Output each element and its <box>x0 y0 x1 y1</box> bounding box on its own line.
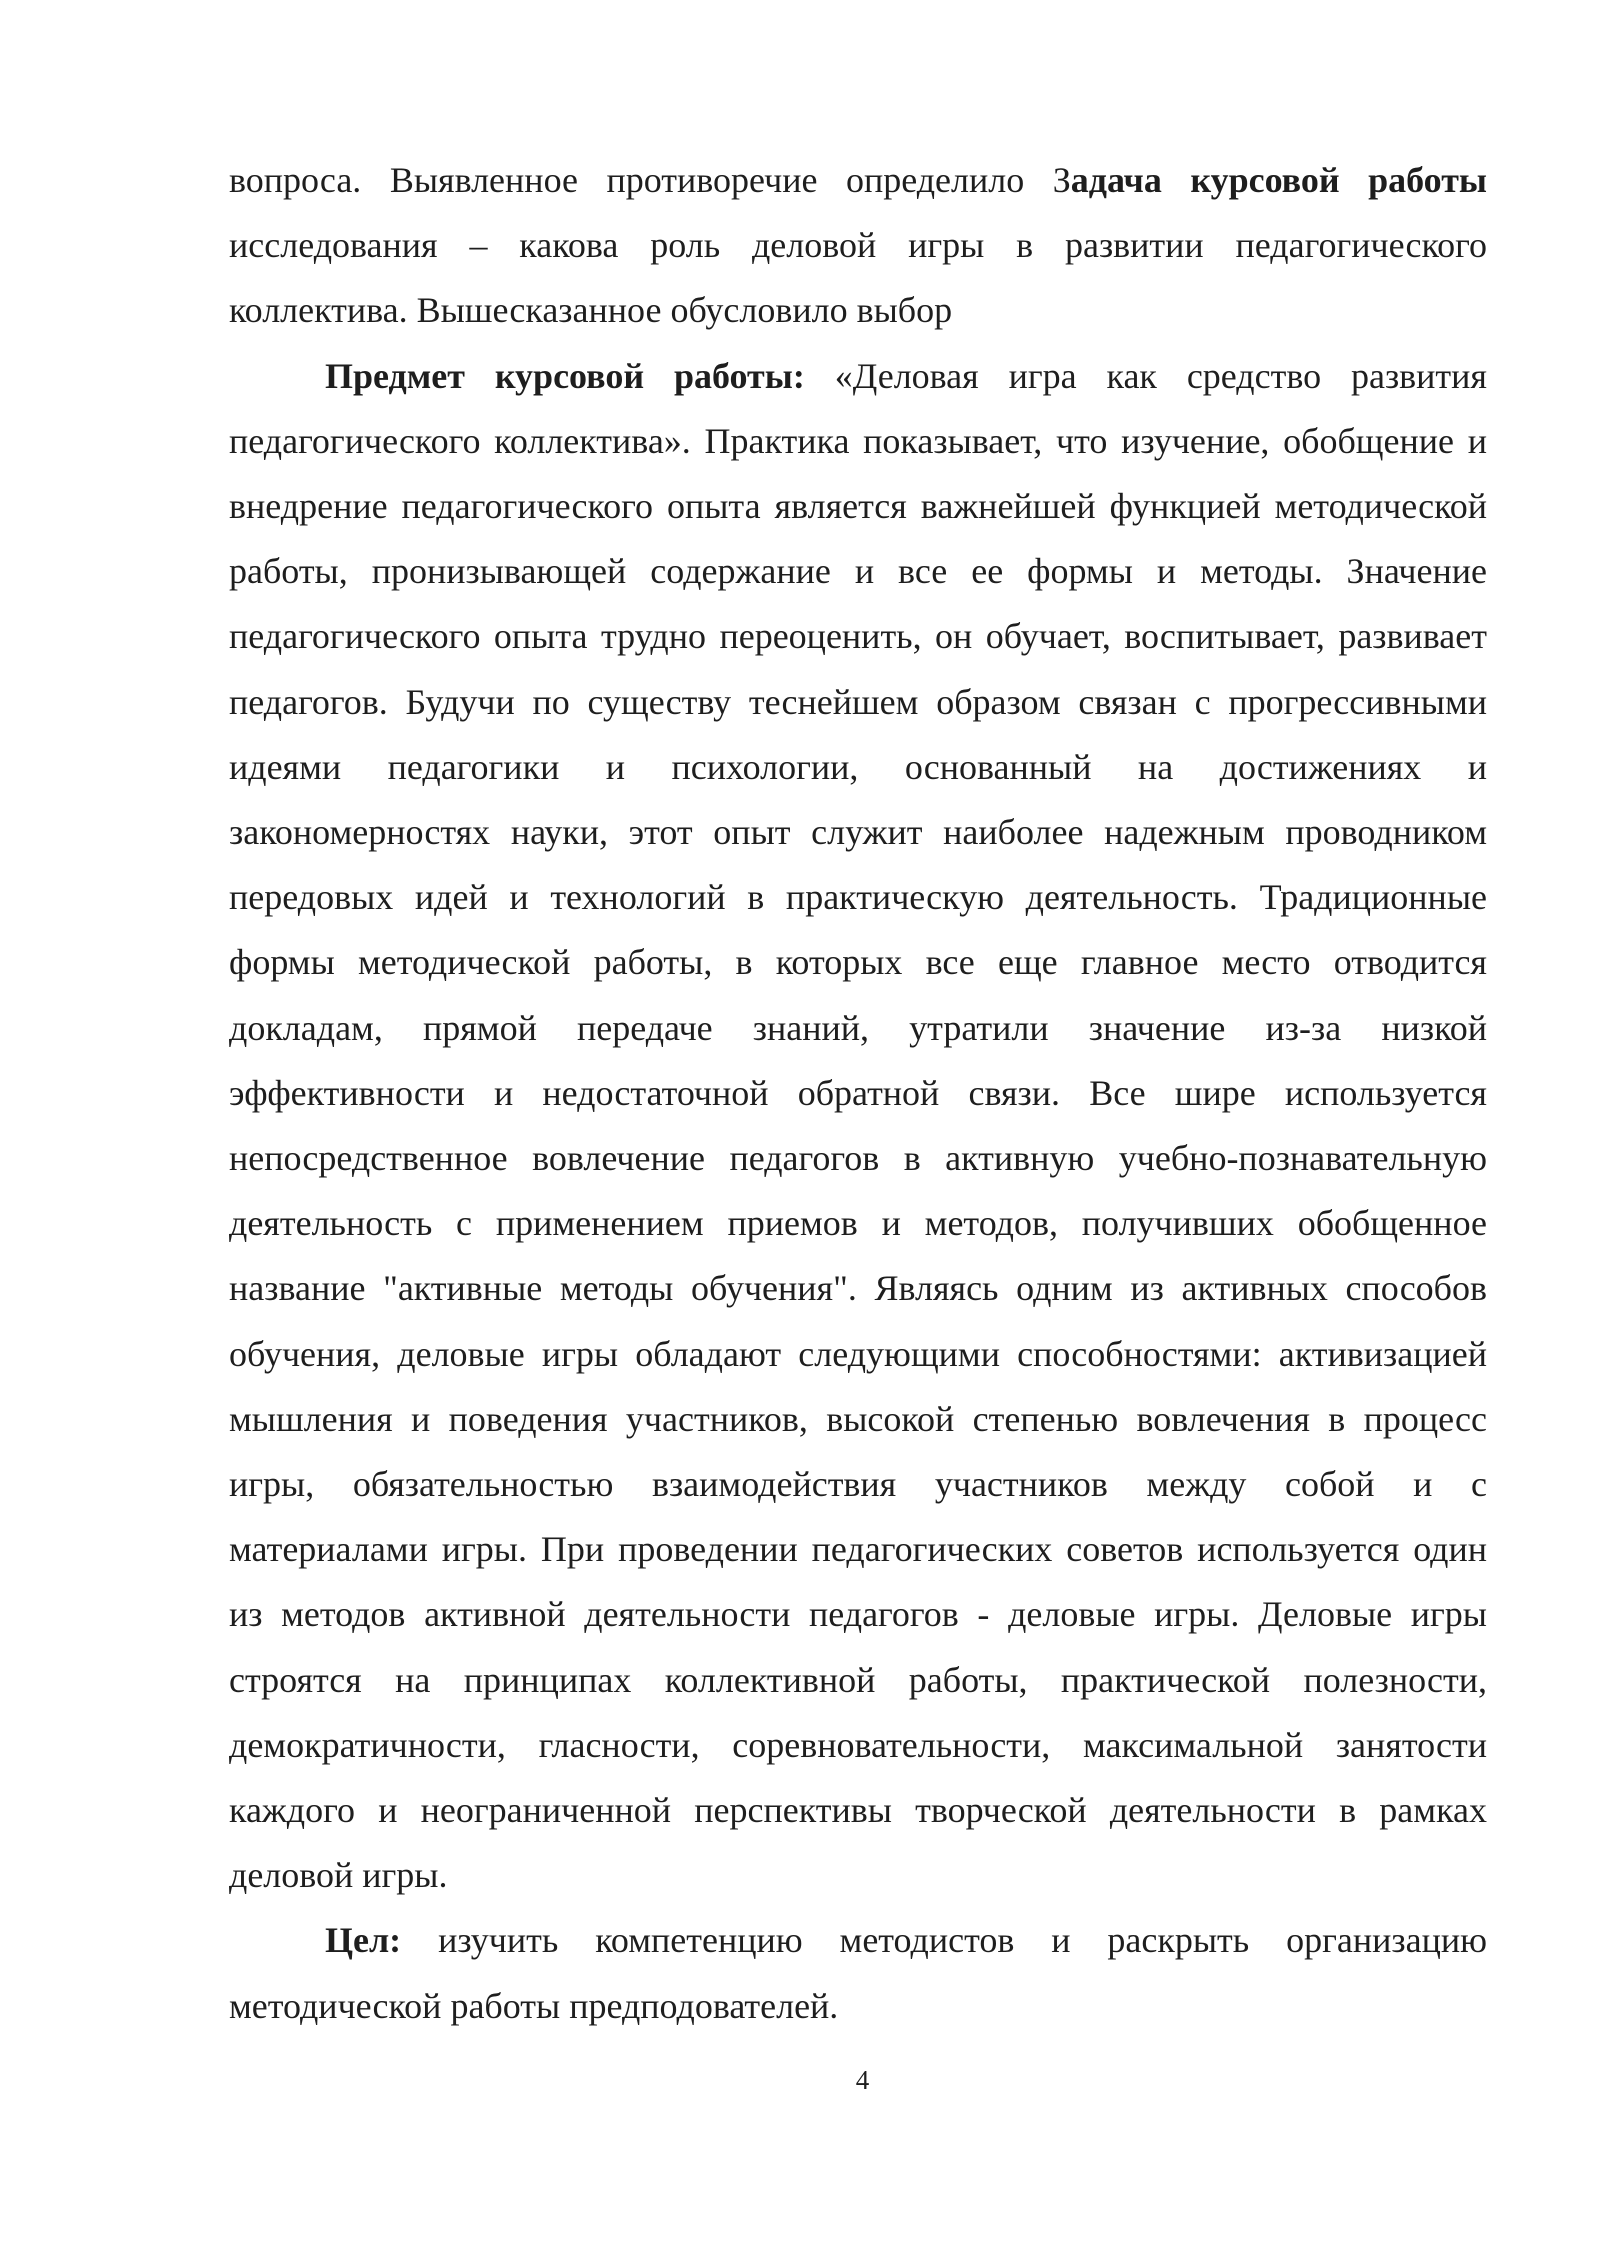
paragraph-intro-rest: исследования – какова роль деловой игры в развитии педагогического коллектива. Вышесказанное обусловило выбор <box>229 225 1487 331</box>
paragraph-intro <box>229 148 1487 344</box>
subject-label: Предмет курсовой работы: <box>325 355 805 396</box>
paragraph-subject <box>229 344 1487 1909</box>
subject-text: «Деловая игра как средство развития педагогического коллектива». Практика показывает, что изучение, обобщение и внедрение педагогического опыта является важнейшей функцией методической работы, пронизывающей содержание и все ее формы и методы. Значение педагогического опыта трудно переоценить, он обучает, воспитывает, развивает педагогов. Будучи по существу теснейшем образом связан с прогрессивными идеями педагогики и психологии, основанный на достижениях и закономерностях науки, этот опыт служит наиболее надежным проводником передовых идей и технологий в практическую деятельность. Традиционные формы методической работы, в которых все еще главное место отводится докладам, прямой передаче знаний, утратили значение из-за низкой эффективности и недостаточной обратной связи. Все шире используется непосредственное вовлечение педагогов в активную учебно-познавательную деятельность с применением приемов и методов, получивших обобщенное название "активные методы обучения". Являясь одним из активных способов обучения, деловые игры обладают следующими способностями: активизацией мышления и поведения участников, высокой степенью вовлечения в процесс игры, обязательностью взаимодействия участников между собой и с материалами игры. При проведении педагогических советов используется один из методов активной деятельности педагогов - деловые игры. Деловые игры строятся на принципах коллективной работы, практической полезности, демократичности, гласности, соревновательности, максимальной занятости каждого и неограниченной перспективы творческой деятельности в рамках деловой игры. <box>229 355 1487 1896</box>
goal-label: Цел: <box>325 1920 402 1961</box>
paragraph-intro-lead: вопроса. Выявленное противоречие определило З <box>229 160 1071 200</box>
paragraph-goal <box>229 1908 1487 2038</box>
goal-text: изучить компетенцию методистов и раскрыть организацию методической работы предподователей. <box>229 1920 1487 2026</box>
paragraph-intro-bold: адача курсовой работы <box>1070 160 1487 200</box>
page-number: 4 <box>855 2065 870 2095</box>
body-text <box>229 148 1487 2039</box>
